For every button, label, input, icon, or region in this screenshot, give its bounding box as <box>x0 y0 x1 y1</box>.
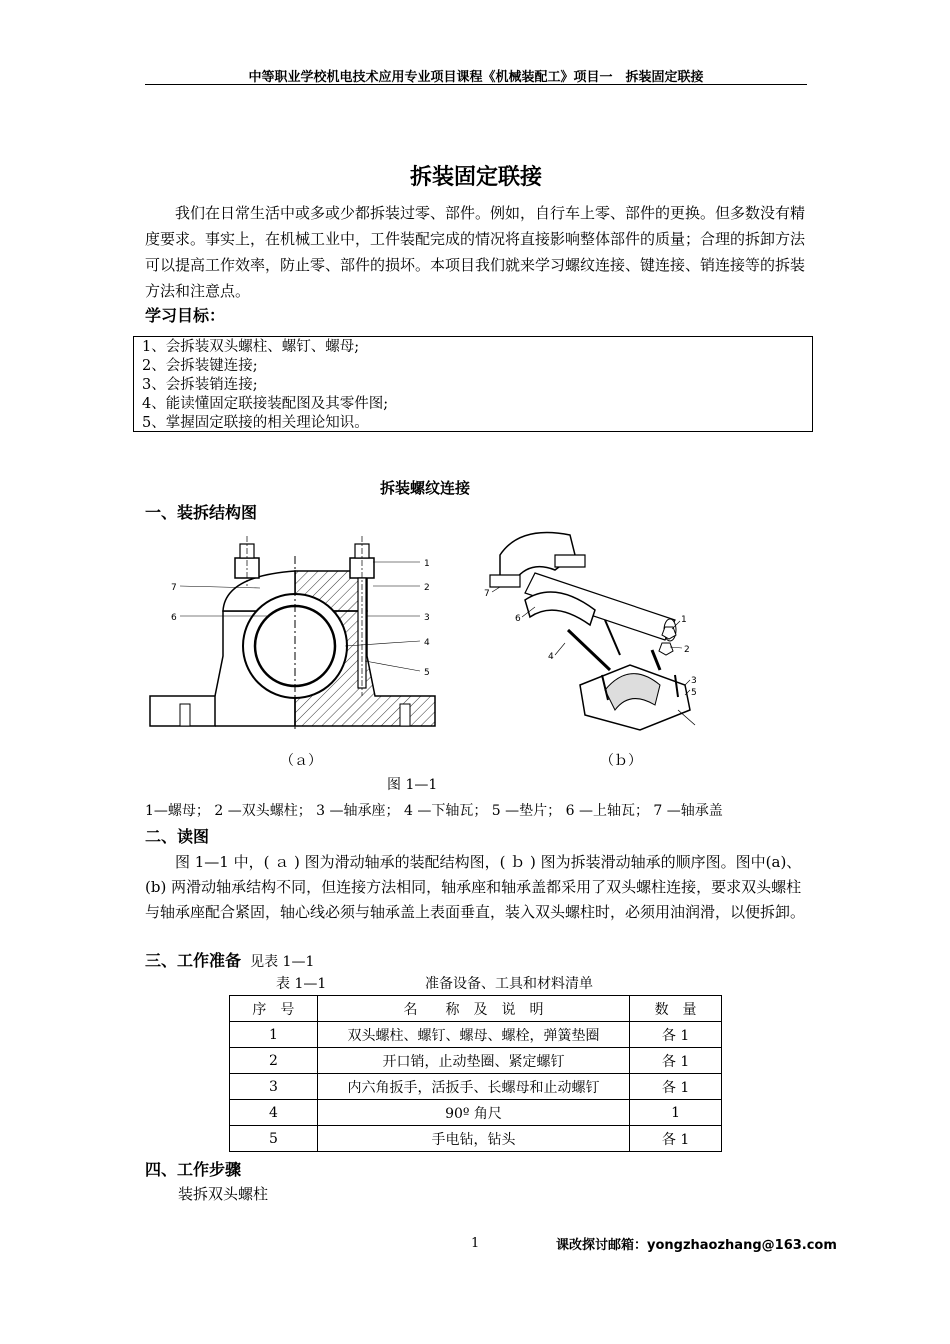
figure-a-bearing-assembly <box>145 536 440 736</box>
figure-b-exploded-view <box>480 525 705 740</box>
goal-item: 3、会拆装销连接; <box>142 377 258 393</box>
label-a-1: 1 <box>424 559 430 569</box>
cell-name: 手电钻，钻头 <box>317 1126 629 1152</box>
cell-name: 内六角扳手，活扳手、长螺母和止动螺钉 <box>317 1074 629 1100</box>
section-2-heading: 二、读图 <box>145 827 210 846</box>
cell-no: 1 <box>230 1022 318 1048</box>
label-a-2: 2 <box>424 583 430 593</box>
figure-legend: 1—螺母； 2 —双头螺柱； 3 —轴承座； 4 —下轴瓦； 5 —垫片； 6 —上轴瓦； 7 —轴承盖 <box>145 803 723 819</box>
section-3-note: 见表 1—1 <box>250 954 315 970</box>
intro-text: 我们在日常生活中或多或少都拆装过零、部件。例如，自行车上零、部件的更换。但多数没有精度要求。事实上，在机械工业中，工件装配完成的情况将直接影响整体部件的质量；合理的拆卸方法可以提高工作效率，防止零、部件的损坏。本项目我们就来学习螺纹连接、键连接、销连接等的拆装方法和注意点。 <box>145 204 806 300</box>
table-row <box>230 1074 722 1100</box>
table-row <box>230 1048 722 1074</box>
section-title: 拆装螺纹连接 <box>379 479 470 497</box>
figure-caption: 图 1—1 <box>387 777 438 793</box>
label-a-3: 3 <box>424 613 430 623</box>
header-rule <box>145 84 807 85</box>
cell-qty: 各 1 <box>630 1048 722 1074</box>
read-figure-text: 图 1—1 中，( ａ ) 图为滑动轴承的装配结构图，( ｂ ) 图为拆装滑动轴承的顺序图。图中(a)、(b) 两滑动轴承结构不同，但连接方法相同，轴承座和轴承盖都采用了双头螺柱连接，要求双头螺柱与轴承座配合紧固，轴心线必须与轴承盖上表面垂直，装入双头螺柱时，必须用油润滑，以便拆卸。 <box>145 853 806 921</box>
table-row <box>230 1126 722 1152</box>
label-b-7: 7 <box>484 589 490 599</box>
cell-qty: 1 <box>630 1100 722 1126</box>
table-row <box>230 1100 722 1126</box>
label-b-2: 2 <box>684 645 690 655</box>
read-figure-paragraph <box>145 850 810 925</box>
cell-name: 双头螺柱、螺钉、螺母、螺栓，弹簧垫圈 <box>317 1022 629 1048</box>
label-b-5: 5 <box>691 688 697 698</box>
page-title: 拆装固定联接 <box>409 165 542 190</box>
table-header: 名 称 及 说 明 <box>317 996 629 1022</box>
label-a-5: 5 <box>424 668 430 678</box>
table-number: 表 1—1 <box>276 976 327 992</box>
table-row <box>230 1022 722 1048</box>
label-b-4: 4 <box>548 652 554 662</box>
section-4-subtext: 装拆双头螺柱 <box>178 1185 269 1203</box>
goal-item: 2、会拆装键连接; <box>142 358 258 374</box>
cell-no: 2 <box>230 1048 318 1074</box>
cell-name: 开口销，止动垫圈、紧定螺钉 <box>317 1048 629 1074</box>
cell-qty: 各 1 <box>630 1074 722 1100</box>
section-3-heading-row <box>145 948 314 971</box>
table-title: 准备设备、工具和材料清单 <box>425 976 593 992</box>
goals-heading: 学习目标： <box>145 306 226 325</box>
table-header: 数 量 <box>630 996 722 1022</box>
goal-item: 4、能读懂固定联接装配图及其零件图; <box>142 396 389 412</box>
label-b-3: 3 <box>691 676 697 686</box>
intro-paragraph <box>145 200 810 304</box>
figure-b-caption: （ｂ） <box>600 753 642 769</box>
section-3-heading: 三、工作准备 <box>145 951 242 970</box>
goal-item: 5、掌握固定联接的相关理论知识。 <box>142 415 369 431</box>
page-number: 1 <box>471 1236 480 1251</box>
cell-qty: 各 1 <box>630 1126 722 1152</box>
label-b-6: 6 <box>515 614 521 624</box>
cell-no: 3 <box>230 1074 318 1100</box>
running-header: 中等职业学校机电技术应用专业项目课程《机械装配工》项目一 拆装固定联接 <box>248 70 704 85</box>
footer-contact: 课改探讨邮箱：yongzhaozhang@163.com <box>556 1238 837 1253</box>
label-a-7: 7 <box>171 583 177 593</box>
cell-name: 90º 角尺 <box>317 1100 629 1126</box>
label-a-4: 4 <box>424 638 430 648</box>
cell-qty: 各 1 <box>630 1022 722 1048</box>
label-b-1: 1 <box>681 615 687 625</box>
section-4-heading: 四、工作步骤 <box>145 1160 242 1179</box>
preparation-table <box>229 995 722 1152</box>
table-header: 序 号 <box>230 996 318 1022</box>
section-1-heading: 一、装拆结构图 <box>145 503 258 522</box>
figure-a-caption: （ａ） <box>280 753 322 769</box>
cell-no: 4 <box>230 1100 318 1126</box>
goals-box <box>133 336 813 432</box>
label-a-6: 6 <box>171 613 177 623</box>
table-header-row <box>230 996 722 1022</box>
cell-no: 5 <box>230 1126 318 1152</box>
goal-item: 1、会拆装双头螺柱、螺钉、螺母; <box>142 339 360 355</box>
